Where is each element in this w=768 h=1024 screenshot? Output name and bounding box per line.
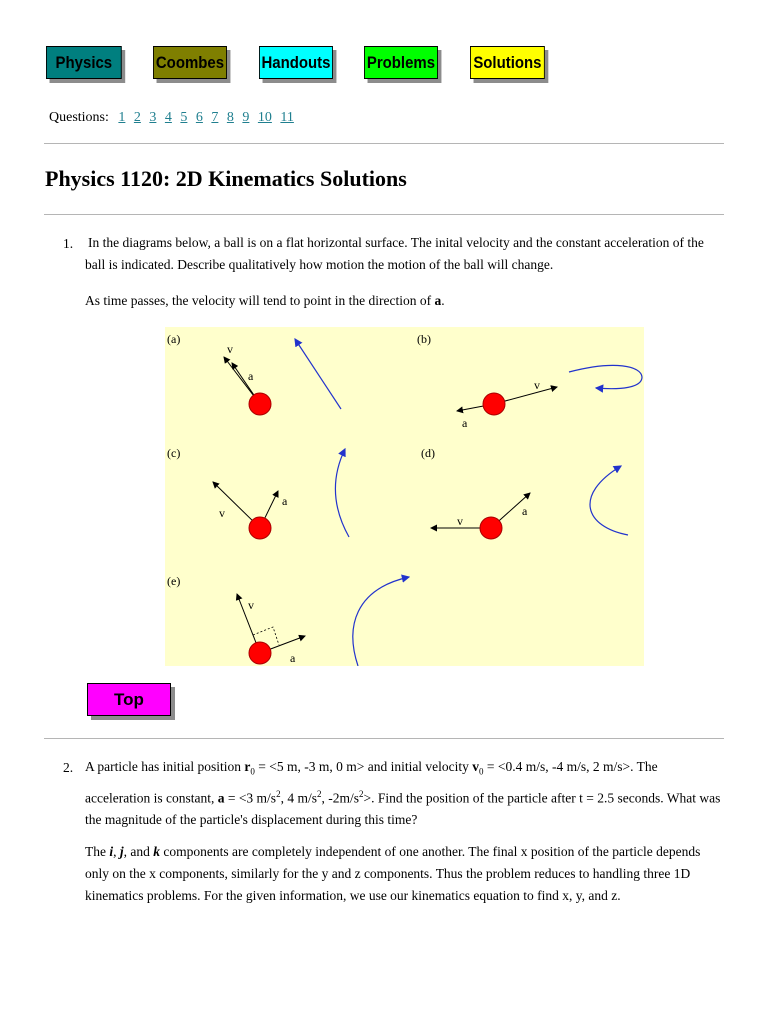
velocity-label: v [457,514,463,528]
text-span: , and [123,844,154,859]
superscript: 2 [276,788,281,799]
top-nav [46,46,566,80]
trajectory-path [590,466,628,535]
question-2-number: 2. [63,760,74,775]
acceleration-label: a [462,416,468,430]
velocity-label: v [219,506,225,520]
question-link-2[interactable]: 2 [133,110,141,125]
unit-vector-i: i [109,844,114,859]
acceleration-vector: a [217,790,225,806]
text-span: = <5 m, -3 m, 0 m> and initial velocity [254,759,473,774]
nav-coombes-button[interactable]: Coombes [153,46,227,79]
ball [249,393,271,415]
velocity-label: v [227,342,233,356]
panel-c-label: (c) [167,446,181,460]
nav-problems-button[interactable]: Problems [364,46,438,79]
trajectory-path [335,449,349,537]
trajectory-path [295,339,341,409]
question-1-text: In the diagrams below, a ball is on a flat horizontal surface. The inital velocity and the constant acceleration of the ball is indicated. Describe qualitatively how motion the motion of the ball will change. [85,235,704,272]
text-span: components are completely independent of one another. The final x position of the particle depends only on the x components, similarly for the y and z components. Thus the problem reduces to handling three 1D kinematics problems. For the given information, we use our kinematics equation to find x, y, and z. [85,844,701,903]
velocity-label: v [534,378,540,392]
subscript: 0 [479,766,484,777]
nav-solutions-button[interactable]: Solutions [470,46,545,79]
divider [44,214,724,215]
question-link-7[interactable]: 7 [211,110,219,125]
divider [44,738,724,739]
question-link-11[interactable]: 11 [280,110,294,125]
acceleration-label: a [522,504,528,518]
question-link-5[interactable]: 5 [180,110,188,125]
ball [249,517,271,539]
panel-a-label: (a) [167,332,181,346]
answer-text: As time passes, the velocity will tend to point in the direction of [85,293,432,308]
text-span: >. Find the position of the particle after t = 2.5 seconds. What was the magnitude of the particle's displacement during this time? [85,790,721,828]
question-link-10[interactable]: 10 [257,110,272,125]
text-span: A particle has initial position [85,759,245,774]
text-span: = <0.4 m/s, -4 m/s, 2 m/s>. The acceleration is constant, [85,759,658,806]
text-span: , -2m/s [321,790,359,806]
trajectory-path [353,577,409,666]
panel-e-label: (e) [167,574,181,588]
question-1-number: 1. [63,236,74,251]
text-span: = <3 m/s [224,790,277,806]
unit-vector-k: k [153,844,161,859]
subscript: 0 [250,766,255,777]
divider [44,143,724,144]
top-button[interactable]: Top [87,683,171,716]
question-2-text [85,756,725,831]
acceleration-label: a [290,651,296,665]
velocity-label: v [248,598,254,612]
unit-vector-j: j [119,844,124,859]
text-span: The [85,844,110,859]
velocity-vector: v [472,759,480,774]
question-link-3[interactable]: 3 [149,110,157,125]
acceleration-label: a [248,369,254,383]
text-span: , 4 m/s [280,790,317,806]
nav-physics-button[interactable]: Physics [46,46,122,79]
nav-handouts-button[interactable]: Handouts [259,46,333,79]
motion-diagram [165,327,644,666]
panel-b-label: (b) [417,332,431,346]
page-title: Physics 1120: 2D Kinematics Solutions [45,166,407,191]
acceleration-label: a [282,494,288,508]
ball [483,393,505,415]
position-vector: r [244,759,251,774]
question-link-8[interactable]: 8 [226,110,234,125]
superscript: 2 [316,788,322,799]
text-span: , [113,844,120,859]
question-1-answer [85,290,725,312]
question-2-solution [85,841,725,907]
motion-diagram-figure [165,327,644,666]
ball [480,517,502,539]
question-link-9[interactable]: 9 [242,110,250,125]
question-links [49,110,299,126]
trajectory-path [569,365,642,388]
answer-period: . [441,293,445,308]
ball [249,642,271,664]
superscript: 2 [358,788,364,799]
panel-d-label: (d) [421,446,435,460]
questions-label: Questions: [49,110,109,125]
answer-vector: a [434,293,442,308]
question-link-1[interactable]: 1 [118,110,126,125]
question-link-6[interactable]: 6 [195,110,203,125]
question-link-4[interactable]: 4 [164,110,172,125]
